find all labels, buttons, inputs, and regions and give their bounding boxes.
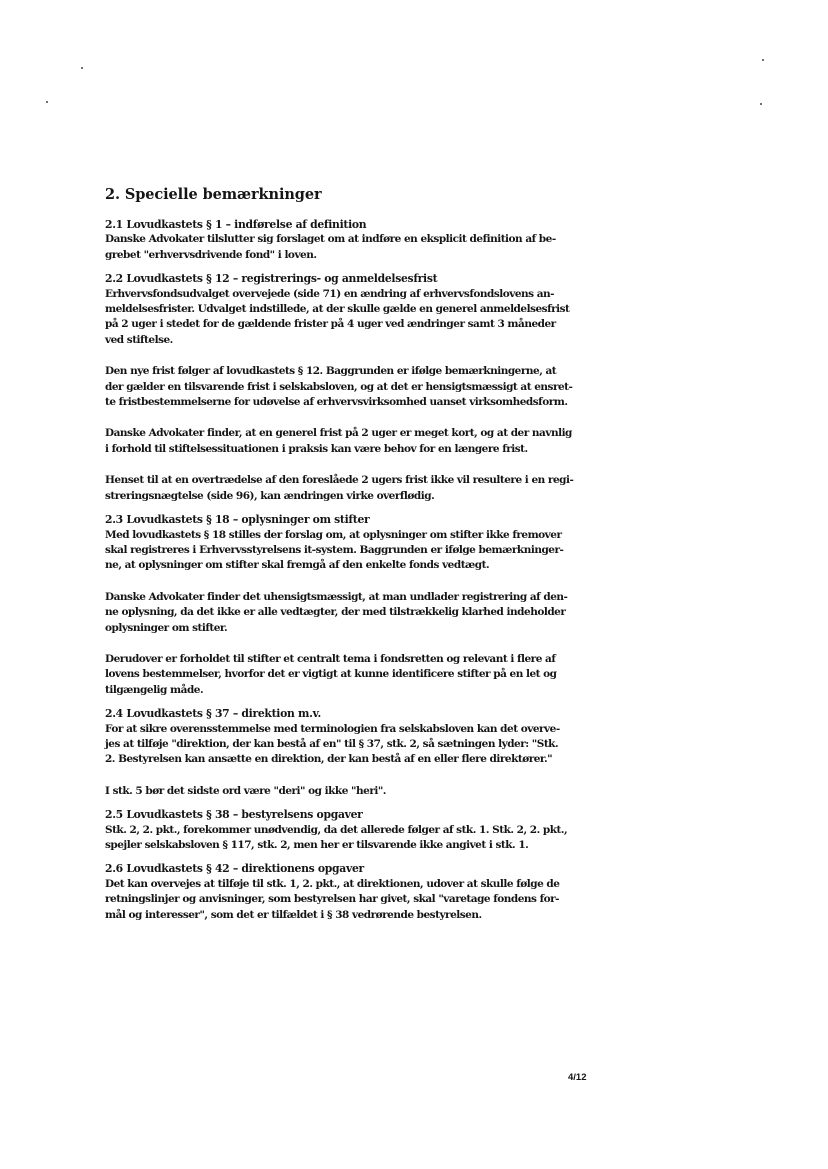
- page-number: 4/12: [568, 1072, 587, 1083]
- paragraph: Derudover er forholdet til stifter et centralt tema i fondsretten og relevant i flere af lovens bestemmelser, hvorfor det er vigtigt at kunne identificere stifter på en let og tilgængelig måde.: [105, 652, 557, 696]
- paragraph: Henset til at en overtrædelse af den foreslåede 2 ugers frist ikke vil resultere i en regi- streringsnægtelse (side 96), kan ændringen virke overflødig.: [105, 474, 574, 502]
- paragraph: Med lovudkastets § 18 stilles der forslag om, at oplysninger om stifter ikke fremover skal registreres i Erhvervsstyrelsens it-system. Baggrunden er ifølge bemærkninger- ne, at oplysninger om stifter skal fremgå af den enkelte fonds vedtægt.: [105, 528, 564, 572]
- section-2-4: [105, 706, 584, 799]
- paragraph: Danske Advokater finder det uhensigtsmæssigt, at man undlader registrering af den- ne oplysning, da det ikke er alle vedtægter, der med tilstrækkelig klarhed indeholder oplysninger om stifter.: [105, 590, 568, 634]
- paragraph: Danske Advokater finder, at en generel frist på 2 uger er meget kort, og at der navnlig i forhold til stiftelsessituationen i praksis kan være behov for en længere frist.: [105, 427, 572, 455]
- paragraph: I stk. 5 bør det sidste ord være "deri" og ikke "heri".: [105, 784, 386, 797]
- scan-speck: [762, 59, 764, 61]
- section-2-6: [105, 861, 584, 923]
- section-title: 2.5 Lovudkastets § 38 – bestyrelsens opgaver: [105, 808, 363, 822]
- section-title: 2.1 Lovudkastets § 1 – indførelse af definition: [105, 218, 367, 231]
- section-title: 2.2 Lovudkastets § 12 – registrerings- og anmeldelsesfrist: [105, 272, 438, 286]
- document-body: [88, 186, 584, 923]
- paragraph: Den nye frist følger af lovudkastets § 12. Baggrunden er ifølge bemærkningerne, at der gælder en tilsvarende frist i selskabsloven, og at det er hensigtsmæssigt at ensret- te fristbestemmelserne for udøvelse af erhvervsvirksomhed uanset virksomhedsform.: [105, 365, 573, 409]
- page-heading: 2. Specielle bemærkninger: [105, 186, 322, 203]
- section-2-3: [105, 512, 584, 698]
- section-2-1: [105, 217, 584, 263]
- section-title: 2.3 Lovudkastets § 18 – oplysninger om stifter: [105, 513, 370, 527]
- section-2-2: [105, 271, 584, 504]
- section-title: 2.6 Lovudkastets § 42 – direktionens opgaver: [105, 862, 364, 876]
- paragraph: Danske Advokater tilslutter sig forslaget om at indføre en eksplicit definition af be- grebet "erhvervsdrivende fond" i loven.: [105, 233, 556, 261]
- scan-speck: [81, 67, 83, 69]
- scan-speck: [46, 101, 48, 103]
- paragraph: Stk. 2, 2. pkt., forekommer unødvendig, da det allerede følger af stk. 1. Stk. 2, 2. pkt., spejler selskabsloven § 117, stk. 2, men her er tilsvarende ikke angivet i stk. 1.: [105, 823, 568, 851]
- paragraph: For at sikre overensstemmelse med terminologien fra selskabsloven kan det overve- jes at tilføje "direktion, der kan bestå af en" til § 37, stk. 2, så sætningen lyder: "Stk. 2. Bestyrelsen kan ansætte en direktion, der kan bestå af en eller flere direktører.": [105, 722, 560, 766]
- section-2-5: [105, 807, 584, 853]
- section-title: 2.4 Lovudkastets § 37 – direktion m.v.: [105, 707, 321, 721]
- scan-speck: [760, 103, 762, 105]
- paragraph: Erhvervsfondsudvalget overvejede (side 71) en ændring af erhvervsfondslovens an- meldelsesfrister. Udvalget indstillede, at der skulle gælde en generel anmeldelsesfrist på 2 uger i stedet for de gældende frister på 4 uger ved ændringer samt 3 måneder ved stiftelse.: [105, 287, 570, 346]
- paragraph: Det kan overvejes at tilføje til stk. 1, 2. pkt., at direktionen, udover at skulle følge de retningslinjer og anvisninger, som bestyrelsen har givet, skal "varetage fondens for- mål og interesser", som det er tilfældet i § 38 vedrørende bestyrelsen.: [105, 877, 560, 921]
